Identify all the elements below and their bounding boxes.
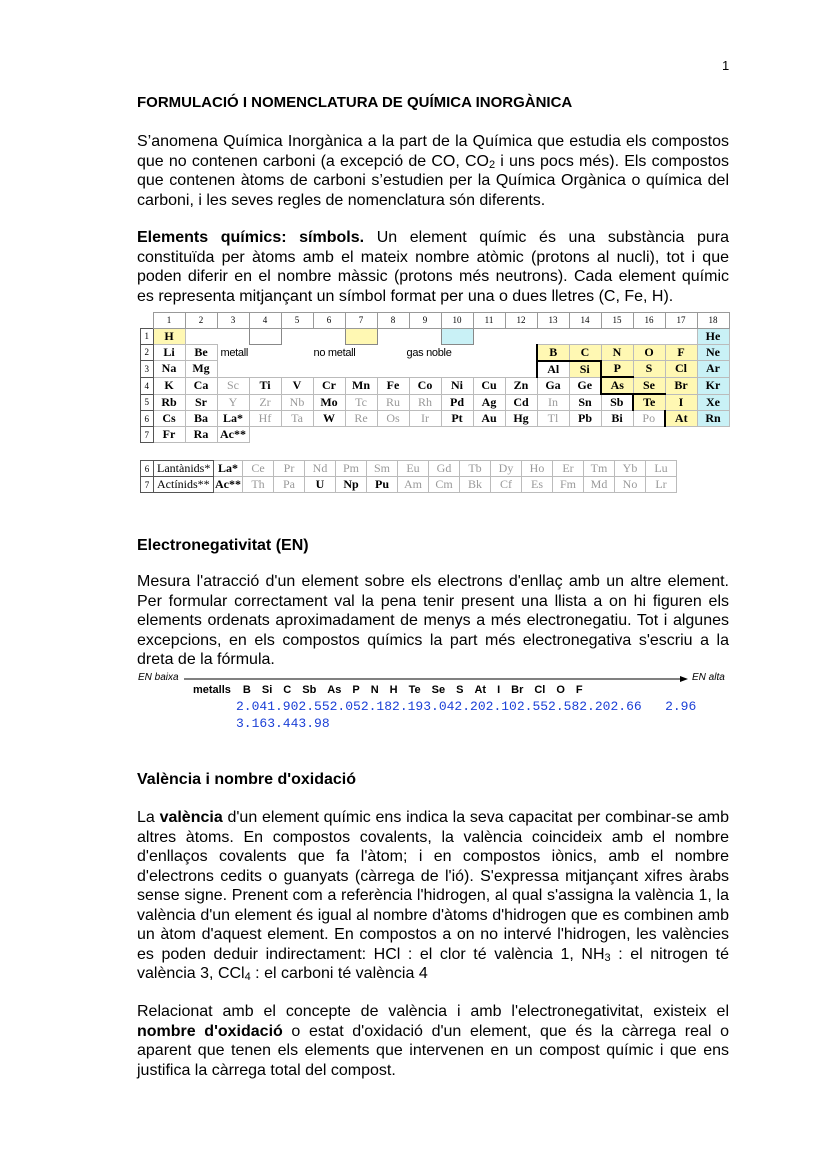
en-arrow [184,675,688,683]
element-Au: Au [473,411,505,427]
element-Es: Es [522,477,553,493]
empty-cell [313,361,345,378]
element-He: He [697,328,729,344]
empty-cell [377,361,409,378]
en-sequence-item: Se [431,684,446,696]
oxidation-paragraph: Relacionat amb el concepte de valència i amb l'electronegativitat, existeix el nombre d'oxidació o estat d'oxidació d'un element, que és la càrrega real o aparent que tenen els elements que intervenen en un compost químic i que ens justifica la càrrega total del compost. [137,1003,729,1079]
element-Sm: Sm [367,461,398,477]
empty-cell [505,328,537,344]
element-Ra: Ra [185,427,217,443]
element-H: H [153,328,185,344]
empty-cell [313,427,345,443]
element-Sr: Sr [185,394,217,411]
period-number: 1 [141,328,154,344]
element-Pa: Pa [274,477,305,493]
column-number: 13 [537,313,569,329]
element-Np: Np [336,477,367,493]
empty-cell [633,328,665,344]
en-high-label: EN alta [692,672,725,683]
element-Be: Be [185,344,217,361]
element-Md: Md [584,477,615,493]
period-number: 7 [141,477,154,493]
page-number: 1 [722,58,730,73]
empty-cell [345,427,377,443]
element-Fe: Fe [377,377,409,394]
element-Ac: Ac** [217,427,249,443]
lanthanide-actinide-table [140,460,677,493]
actinides-label: Actínids** [154,477,214,493]
empty-cell [537,328,569,344]
element-Ac: Ac** [215,477,241,491]
empty-cell [473,361,505,378]
element-Pd: Pd [441,394,473,411]
element-Am: Am [398,477,429,493]
en-sequence-item: C [283,684,292,696]
en-sequence-item: metalls [193,684,231,696]
element-Lr: Lr [646,477,677,493]
element-Hf: Hf [249,411,281,427]
period-number: 3 [141,361,154,378]
element-La: La* [217,411,249,427]
element-Xe: Xe [697,394,729,411]
en-values-line-2: 3.163.443.98 [236,716,330,731]
element-Fr: Fr [153,427,185,443]
empty-cell [505,361,537,378]
empty-cell [345,361,377,378]
legend-metal-swatch [249,328,281,344]
element-Nd: Nd [305,461,336,477]
element-Ga: Ga [537,377,569,394]
element-Yb: Yb [615,461,646,477]
element-Br: Br [665,377,697,394]
element-Kr: Kr [697,377,729,394]
valence-heading: València i nombre d'oxidació [137,771,356,788]
element-Mo: Mo [313,394,345,411]
electronegativity-scale [138,672,734,732]
element-Tb: Tb [460,461,491,477]
page-title: FORMULACIÓ I NOMENCLATURA DE QUÍMICA INORGÀNICA [137,94,573,111]
legend-nonmetal-label: no metall [313,346,356,359]
legend-noble-swatch [441,328,473,344]
element-Ba: Ba [185,411,217,427]
element-Zn: Zn [505,377,537,394]
element-Pu: Pu [367,477,398,493]
element-Ne: Ne [697,344,729,361]
element-Si: Si [569,361,601,378]
en-sequence-item: N [370,684,379,696]
empty-cell [569,328,601,344]
element-Fm: Fm [553,477,584,493]
empty-cell [281,328,313,344]
element-Re: Re [345,411,377,427]
en-sequence-item: At [474,684,487,696]
column-number: 18 [697,313,729,329]
en-sequence-item: H [389,684,398,696]
element-Po: Po [633,411,665,427]
element-Cm: Cm [429,477,460,493]
empty-cell [633,427,665,443]
en-sequence-item: Br [511,684,524,696]
element-Rh: Rh [409,394,441,411]
element-K: K [153,377,185,394]
empty-cell [601,427,633,443]
element-Se: Se [633,377,665,394]
element-N: N [601,344,633,361]
element-Ca: Ca [185,377,217,394]
element-Pm: Pm [336,461,367,477]
empty-cell [665,328,697,344]
column-number: 5 [281,313,313,329]
period-number: 6 [141,461,154,477]
element-Cf: Cf [491,477,522,493]
legend-noble-label: gas noble [406,346,452,359]
element-V: V [281,377,313,394]
column-number: 12 [505,313,537,329]
element-Dy: Dy [491,461,522,477]
column-number: 7 [345,313,377,329]
element-Ir: Ir [409,411,441,427]
empty-cell [409,328,441,344]
empty-cell [473,328,505,344]
empty-cell [409,427,441,443]
element-At: At [665,411,697,427]
element-Pb: Pb [569,411,601,427]
element-B: B [537,344,569,361]
legend-metal-label: metall [220,346,249,359]
element-Ru: Ru [377,394,409,411]
en-sequence-item: Sb [302,684,317,696]
element-Te: Te [633,394,665,411]
period-number: 2 [141,344,154,361]
element-Al: Al [537,361,569,378]
element-Ni: Ni [441,377,473,394]
element-Mg: Mg [185,361,217,378]
en-sequence-item: Te [408,684,421,696]
element-F: F [665,344,697,361]
empty-cell [473,427,505,443]
element-Ag: Ag [473,394,505,411]
element-Na: Na [153,361,185,378]
element-W: W [313,411,345,427]
period-number: 4 [141,377,154,394]
column-number: 4 [249,313,281,329]
en-low-label: EN baixa [138,672,179,683]
element-C: C [569,344,601,361]
element-Ta: Ta [281,411,313,427]
legend [217,344,537,361]
empty-cell [441,427,473,443]
en-sequence-item: Si [261,684,273,696]
element-Bi: Bi [601,411,633,427]
element-Ar: Ar [697,361,729,378]
empty-cell [697,427,729,443]
element-Tl: Tl [537,411,569,427]
element-Co: Co [409,377,441,394]
valence-paragraph: La valència d'un element químic ens indica la seva capacitat per combinar-se amb altres àtoms. En compostos covalents, la valència coincideix amb el nombre d'enllaços covalents que fa l'àtom; i en compostos iònics, amb el nombre d'electrons cedits o guanyats (càrrega de l'ió). S'expressa mitjançant xifres àrabs sense signe. Prenent com a referència l'hidrogen, al qual s'assigna la valència 1, la valència d'un element és igual al nombre d'àtoms d'hidrogen que es combinen amb un àtom d'aquest element. En compostos a on no intervé l'hidrogen, les valències es poden deduir indirectament: HCl : el clor té valència 1, $NH_3$ : el nitrogen té valència 3, CCl$_4$ : el carboni té valència 4 [137,809,729,983]
periodic-table [140,312,730,443]
en-sequence-item: S [456,684,464,696]
column-number: 15 [601,313,633,329]
element-Ce: Ce [243,461,274,477]
element-No: No [615,477,646,493]
en-values-line-1: 2.041.902.552.052.182.193.042.202.102.552.582.202.66 2.96 [236,699,697,714]
element-Ho: Ho [522,461,553,477]
empty-cell [537,427,569,443]
element-As: As [601,377,633,394]
empty-cell [217,361,249,378]
element-O: O [633,344,665,361]
empty-cell [313,328,345,344]
element-Li: Li [153,344,185,361]
element-Cr: Cr [313,377,345,394]
en-sequence [193,684,594,696]
element-S: S [633,361,665,378]
element-Bk: Bk [460,477,491,493]
empty-cell [441,361,473,378]
element-I: I [665,394,697,411]
element-Hg: Hg [505,411,537,427]
element-U: U [305,477,336,493]
column-number: 9 [409,313,441,329]
empty-cell [249,361,281,378]
element-Ti: Ti [249,377,281,394]
element-Mn: Mn [345,377,377,394]
element-Gd: Gd [429,461,460,477]
elements-heading: Elements químics: símbols. [137,229,365,246]
element-Zr: Zr [249,394,281,411]
element-Ge: Ge [569,377,601,394]
en-sequence-item: F [575,684,583,696]
en-sequence-item: P [352,684,360,696]
element-Tm: Tm [584,461,615,477]
empty-cell [409,361,441,378]
element-Th: Th [243,477,274,493]
column-number: 2 [185,313,217,329]
empty-cell [185,328,217,344]
column-number: 16 [633,313,665,329]
empty-cell [665,427,697,443]
element-Pr: Pr [274,461,305,477]
empty-cell [249,427,281,443]
period-number: 7 [141,427,154,443]
element-Pt: Pt [441,411,473,427]
element-Os: Os [377,411,409,427]
element-Rb: Rb [153,394,185,411]
en-sequence-item: I [497,684,501,696]
en-sequence-item: As [327,684,342,696]
element-Cs: Cs [153,411,185,427]
column-number: 8 [377,313,409,329]
empty-cell [505,427,537,443]
period-number: 5 [141,394,154,411]
column-number: 6 [313,313,345,329]
intro-paragraph: S’anomena Química Inorgànica a la part de la Química que estudia els compostos que no contenen carboni (a excepció de CO, $CO_2$ i uns pocs més). Els compostos que contenen àtoms de carboni s’estudien per la Química Orgànica o química del carboni, i les seves regles de nomenclatura són diferents. [137,133,729,209]
en-sequence-item: O [556,684,565,696]
element-Rn: Rn [697,411,729,427]
legend-nonmetal-swatch [345,328,377,344]
element-Tc: Tc [345,394,377,411]
element-Sc: Sc [217,377,249,394]
element-Sn: Sn [569,394,601,411]
empty-cell [569,427,601,443]
element-Sb: Sb [601,394,633,411]
element-Cu: Cu [473,377,505,394]
element-Cl: Cl [665,361,697,378]
lanthanides-label: Lantànids* [154,461,214,477]
element-Y: Y [217,394,249,411]
elements-paragraph: Elements químics: símbols. Un element químic és una substància pura constituïda per àtoms amb el mateix nombre atòmic (protons al nucli), tot i que poden diferir en el nombre màssic (protons més neutrons). Cada element químic es representa mitjançant un símbol format per una o dues lletres (C, Fe, H). [137,229,729,305]
column-number: 11 [473,313,505,329]
period-number: 6 [141,411,154,427]
en-paragraph: Mesura l'atracció d'un element sobre els electrons d'enllaç amb un altre element. Per formular correctament val la pena tenir present una llista a on hi figuren els elements ordenats aproximadament de menys a més electronegatiu. Tot i algunes excepcions, en els compostos químics la part més electronegativa s'escriu a la dreta de la fórmula. [137,573,729,668]
element-In: In [537,394,569,411]
element-Cd: Cd [505,394,537,411]
element-Eu: Eu [398,461,429,477]
column-number: 3 [217,313,249,329]
column-number: 17 [665,313,697,329]
element-Lu: Lu [646,461,677,477]
column-number: 14 [569,313,601,329]
en-sequence-item: B [242,684,251,696]
empty-cell [281,427,313,443]
empty-cell [281,361,313,378]
empty-cell [377,427,409,443]
element-La: La* [214,461,243,477]
empty-cell [601,328,633,344]
column-number: 10 [441,313,473,329]
empty-cell [217,328,249,344]
en-sequence-item: Cl [534,684,546,696]
element-Nb: Nb [281,394,313,411]
column-number: 1 [153,313,185,329]
element-P: P [601,361,633,378]
en-heading: Electronegativitat (EN) [137,537,309,554]
element-Er: Er [553,461,584,477]
empty-cell [377,328,409,344]
